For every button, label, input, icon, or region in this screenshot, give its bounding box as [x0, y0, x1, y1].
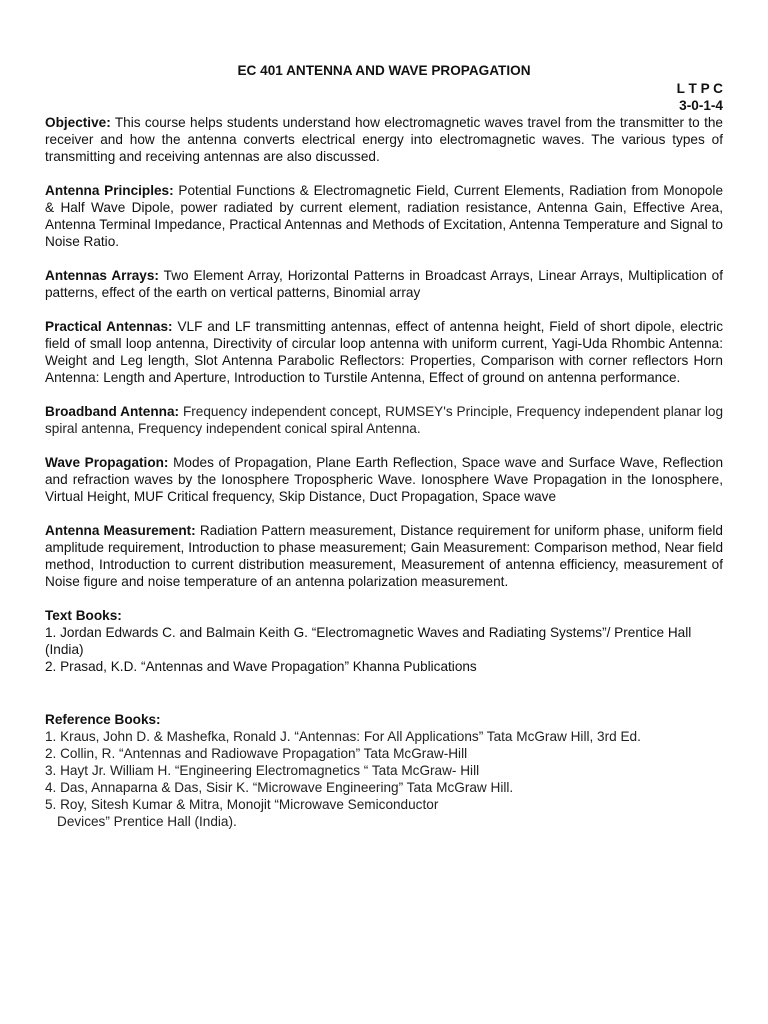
ltpc-label: L T P C [676, 81, 723, 96]
objective-paragraph [45, 114, 723, 165]
antenna-measurement-label: Antenna Measurement: [45, 523, 196, 538]
text-books-heading: Text Books: [45, 608, 122, 623]
antenna-principles-label: Antenna Principles: [45, 183, 174, 198]
reference-book-item-continuation: Devices” Prentice Hall (India). [57, 814, 237, 829]
antenna-principles-text: Potential Functions & Electromagnetic Field, Current Elements, Radiation from Monopole & Half Wave Dipole, power radiated by current element, radiation resistance, Antenna Gain, Effective Area, Antenna Terminal Impedance, Practical Antennas and Methods of Excitation, Antenna Temperature and Signal to Noise Ratio. [45, 183, 724, 249]
reference-book-item: 2. Collin, R. “Antennas and Radiowave Propagation” Tata McGraw-Hill [45, 746, 468, 761]
reference-books-heading: Reference Books: [45, 712, 161, 727]
syllabus-page [45, 62, 723, 830]
antenna-principles-paragraph [45, 182, 723, 250]
antenna-arrays-paragraph [45, 267, 723, 301]
practical-antennas-paragraph [45, 318, 723, 386]
wave-propagation-label: Wave Propagation: [45, 455, 169, 470]
wave-propagation-text: Modes of Propagation, Plane Earth Reflection, Space wave and Surface Wave, Reflection and refraction waves by the Ionosphere Tropospheric Wave. Ionosphere Wave Propagation in the Ionosphere, Virtual Height, MUF Critical frequency, Skip Distance, Duct Propagation, Space wave [45, 455, 724, 504]
text-book-item: 1. Jordan Edwards C. and Balmain Keith G. “Electromagnetic Waves and Radiating Systems”/ Prentice Hall (India) [45, 625, 692, 657]
objective-label: Objective: [45, 115, 111, 130]
reference-book-item: 4. Das, Annaparna & Das, Sisir K. “Microwave Engineering” Tata McGraw Hill. [45, 780, 514, 795]
antenna-measurement-text: Radiation Pattern measurement, Distance requirement for uniform phase, uniform field amplitude requirement, Introduction to phase measurement; Gain Measurement: Comparison method, Near field method, Introduction to current distribution measurement, Measurement of antenna efficiency, measurement of Noise figure and noise temperature of an antenna polarization measurement. [45, 523, 723, 589]
antenna-arrays-label: Antennas Arrays: [45, 268, 159, 283]
wave-propagation-paragraph [45, 454, 723, 505]
objective-text: This course helps students understand how electromagnetic waves travel from the transmitter to the receiver and how the antenna converts electrical energy into electromagnetic waves. The various types of transmitting and receiving antennas are also discussed. [45, 115, 723, 164]
broadband-antenna-paragraph [45, 403, 723, 437]
antenna-measurement-paragraph [45, 522, 723, 590]
broadband-antenna-label: Broadband Antenna: [45, 404, 180, 419]
reference-book-item: 3. Hayt Jr. William H. “Engineering Electromagnetics “ Tata McGraw- Hill [45, 763, 480, 778]
ltpc-value: 3-0-1-4 [679, 98, 723, 113]
antenna-arrays-text: Two Element Array, Horizontal Patterns in Broadcast Arrays, Linear Arrays, Multiplication of patterns, effect of the earth on vertical patterns, Binomial array [45, 268, 724, 300]
broadband-antenna-text: Frequency independent concept, RUMSEY's Principle, Frequency independent planar log spiral antenna, Frequency independent conical spiral Antenna. [45, 404, 724, 436]
reference-book-item: 1. Kraus, John D. & Mashefka, Ronald J. “Antennas: For All Applications” Tata McGraw Hill, 3rd Ed. [45, 729, 641, 744]
page-title: EC 401 ANTENNA AND WAVE PROPAGATION [237, 63, 531, 78]
text-book-item: 2. Prasad, K.D. “Antennas and Wave Propagation” Khanna Publications [45, 659, 477, 674]
practical-antennas-label: Practical Antennas: [45, 319, 173, 334]
practical-antennas-text: VLF and LF transmitting antennas, effect of antenna height, Field of short dipole, electric field of small loop antenna, Directivity of circular loop antenna with uniform current, Yagi-Uda Rhombic Antenna: Weight and Leg length, Slot Antenna Parabolic Reflectors: Properties, Comparison with corner reflectors Horn Antenna: Length and Aperture, Introduction to Turstile Antenna, Effect of ground on antenna performance. [45, 319, 723, 385]
reference-book-item: 5. Roy, Sitesh Kumar & Mitra, Monojit “Microwave Semiconductor [45, 797, 439, 812]
